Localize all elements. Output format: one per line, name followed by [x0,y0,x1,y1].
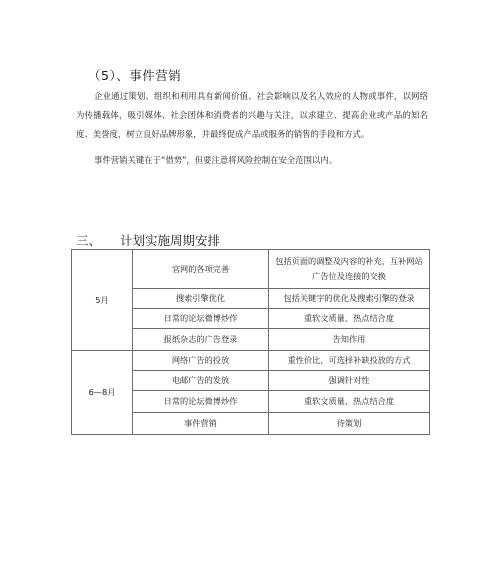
description-cell: 重软文质量、热点结合度 [269,309,430,329]
table-row [72,250,430,289]
task-cell: 网络广告的投放 [133,351,269,371]
event-marketing-note: 事件营销关键在于“借势”，但要注意将风险控制在安全范围以内。 [94,155,338,165]
task-cell: 日常的论坛微博炒作 [133,391,269,413]
description-cell: 重性价比，可选择补缺投放的方式 [269,351,430,371]
section-5-heading: （5）、事件营销 [88,68,182,83]
description-cell: 重软文质量、热点结合度 [269,391,430,413]
task-cell: 搜索引擎优化 [133,289,269,309]
event-marketing-paragraph: 企业通过策划、组织和利用具有新闻价值、社会影响以及名人效应的人物或事件，以网络为传播载体，吸引媒体、社会团体和消费者的兴趣与关注，以求建立、提高企业或产品的知名度、美誉度，树立良好品牌形象，并最终促成产品或服务的销售的手段和方式。 [76,91,428,139]
task-cell: 事件营销 [133,413,269,435]
schedule-table [71,249,430,435]
description-cell: 强调针对性 [269,371,430,391]
task-cell: 报纸杂志的广告登录 [133,329,269,351]
task-cell: 日常的论坛微博炒作 [133,309,269,329]
month-cell: 6—8月 [72,351,133,435]
description-cell: 待策划 [269,413,430,435]
table-row [72,351,430,371]
description-cell: 告知作用 [269,329,430,351]
section-3-number: 三、 [76,233,102,248]
task-cell: 电邮广告的发放 [133,371,269,391]
section-3-heading [76,231,220,249]
description-cell: 包括关键字的优化及搜索引擎的登录 [269,289,430,309]
section-3-title: 计划实施周期安排 [120,233,221,248]
month-cell: 5月 [72,250,133,351]
task-cell: 官网的各项完善 [133,250,269,289]
description-cell: 包括页面的调整及内容的补充，互补网站广告位及连接的交换 [269,250,430,289]
